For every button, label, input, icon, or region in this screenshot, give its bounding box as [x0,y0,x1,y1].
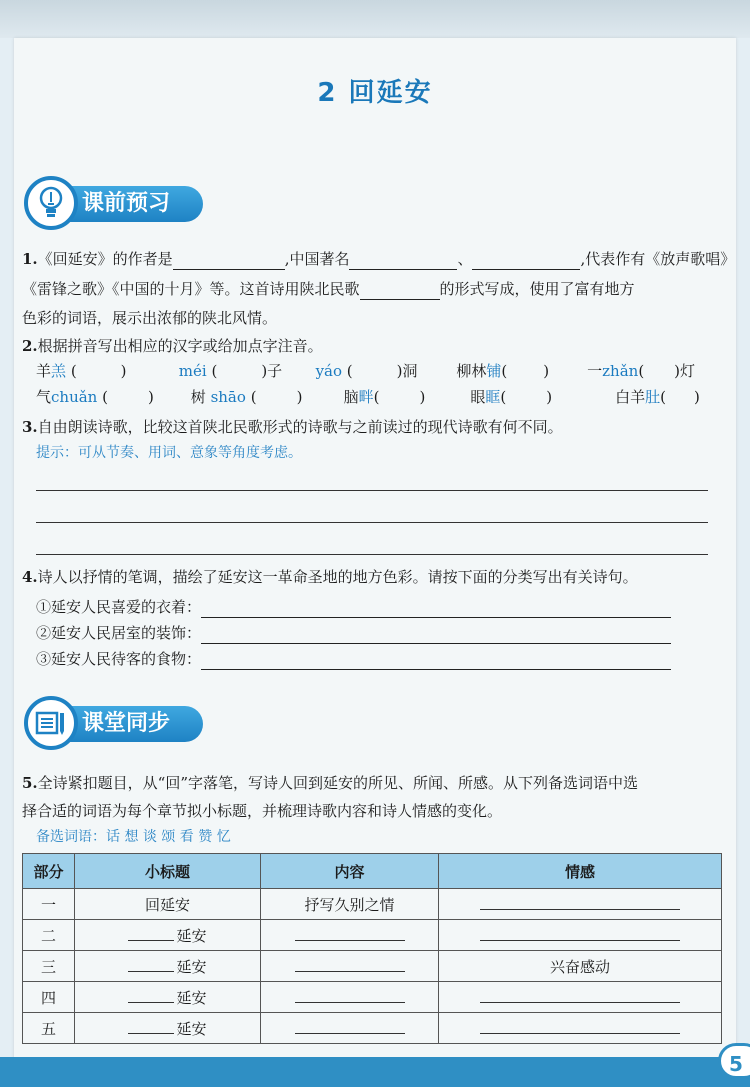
table-cell: 三 [23,951,75,982]
table-cell [261,982,439,1013]
question-1-line-3: 色彩的词语，展示出浓郁的陕北风情。 [22,309,278,327]
section-title: 课堂同步 [38,706,203,742]
section-header-preview [0,180,240,224]
table-row [23,920,722,951]
table-cell: 回延安 [75,889,261,920]
header-content: 内容 [261,854,439,889]
table-cell [261,920,439,951]
page-number: 5 [718,1043,750,1079]
bottom-strip [0,1057,750,1087]
question-3-hint: 提示：可从节奏、用词、意象等角度考虑。 [36,445,302,461]
top-strip [0,0,750,38]
question-5-line-2: 择合适的词语为每个章节拟小标题，并梳理诗歌内容和诗人情感的变化。 [22,802,503,820]
question-4-item-1: ①延安人民喜爱的衣着： [36,596,730,618]
table-cell: 兴奋感动 [439,951,722,982]
summary-table [22,853,722,1044]
table-cell: 抒写久别之情 [261,889,439,920]
table-cell: 五 [23,1013,75,1044]
header-emotion: 情感 [439,854,722,889]
question-1-line-1: 1.《回延安》的作者是 ,中国著名 、 ,代表作有《放声歌唱》 [22,250,736,268]
table-row [23,1013,722,1044]
question-4-item-3: ③延安人民待客的食物： [36,648,730,670]
table-cell: 延安 [75,982,261,1013]
table-header-row [23,854,722,889]
table-cell: 延安 [75,920,261,951]
table-cell: 四 [23,982,75,1013]
question-5-hint: 备选词语：话 想 谈 颂 看 赞 忆 [36,829,231,845]
table-row [23,889,722,920]
page-title: 2 回延安 [317,78,433,108]
table-cell: 延安 [75,951,261,982]
question-4-prompt: 4.诗人以抒情的笔调，描绘了延安这一革命圣地的地方色彩。请按下面的分类写出有关诗句。 [22,568,638,586]
table-row [23,982,722,1013]
table-cell: 二 [23,920,75,951]
table-cell [439,982,722,1013]
table-cell [439,920,722,951]
header-part: 部分 [23,854,75,889]
question-2-prompt: 2.根据拼音写出相应的汉字或给加点字注音。 [22,337,323,355]
table-cell [261,1013,439,1044]
table-cell [439,889,722,920]
table-row [23,951,722,982]
question-1-line-2: 《雷锋之歌》《中国的十月》等。这首诗用陕北民歌 的形式写成，使用了富有地方 [22,280,635,298]
question-3-prompt: 3.自由朗读诗歌，比较这首陕北民歌形式的诗歌与之前读过的现代诗歌有何不同。 [22,418,563,436]
table-cell [439,1013,722,1044]
book-pencil-icon [24,696,78,750]
question-2-row-1: 羊羔 ( ) méi ( )子 yáo ( )洞 柳林铺( ) 一zhǎn( )灯 [36,362,696,380]
lightbulb-icon [24,176,78,230]
answer-line [36,554,708,555]
answer-line [36,490,708,491]
question-4-item-2: ②延安人民居室的装饰： [36,622,730,644]
question-5-line-1: 5.全诗紧扣题目，从“回”字落笔，写诗人回到延安的所见、所闻、所感。从下列备选词语中选 [22,774,639,792]
table-cell: 一 [23,889,75,920]
section-header-class [0,700,240,744]
header-subtitle: 小标题 [75,854,261,889]
answer-line [36,522,708,523]
question-2-row-2: 气chuǎn ( ) 树 shāo ( ) 脑畔( ) 眼眶( ) 白羊肚( ) [36,388,700,406]
section-title: 课前预习 [38,186,203,222]
table-cell [261,951,439,982]
table-cell: 延安 [75,1013,261,1044]
